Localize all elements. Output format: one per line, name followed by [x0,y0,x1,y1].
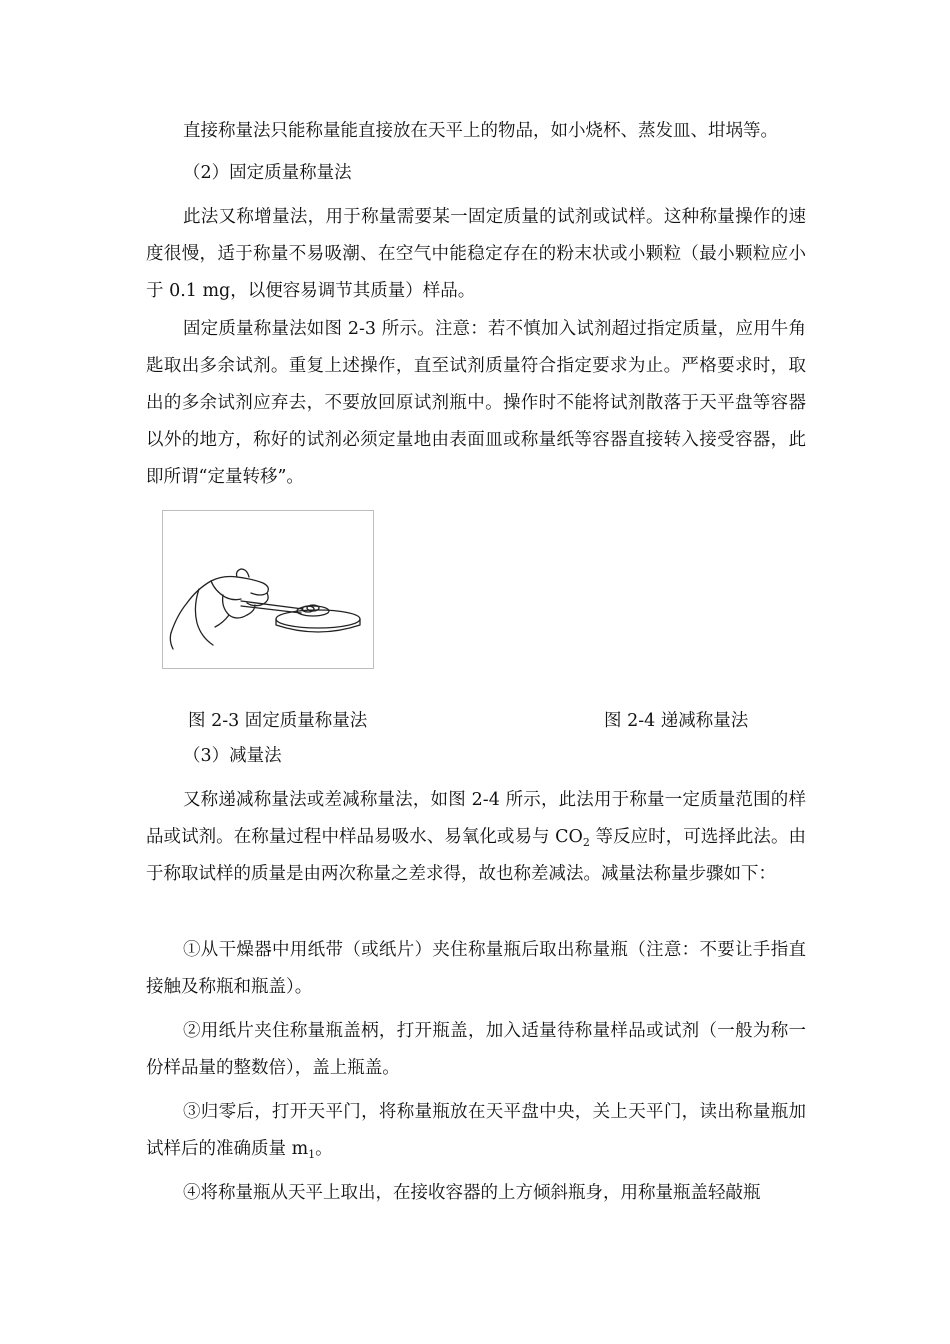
figure-2-4-caption: 图 2-4 递减称量法 [604,711,749,731]
mass-symbol [292,1139,316,1159]
step-4: ④将称量瓶从天平上取出，在接收容器的上方倾斜瓶身，用称量瓶盖轻敲瓶 [183,1183,761,1203]
heading-subtraction-method: （3）减量法 [183,746,282,766]
step-1: ①从干燥器中用纸带（或纸片）夹住称量瓶后取出称量瓶（注意：不要让手指直接触及称瓶和瓶盖）。 [146,940,806,997]
symbol-base: m [291,1139,309,1159]
text-span: 。 [315,1139,333,1159]
figure-2-3-image [162,510,374,669]
symbol-subscript: 1 [308,1148,316,1161]
co2-formula [555,827,590,847]
formula-base: CO [555,827,583,847]
paragraph-fixed-mass-intro: 此法又称增量法，用于称量需要某一固定质量的试剂或试样。这种称量操作的速度很慢，适于称量不易吸潮、在空气中能稳定存在的粉末状或小颗粒（最小颗粒应小于 0.1 mg，以便容易调节其质量）样品。 [146,207,806,301]
text-span: ③归零后，打开天平门，将称量瓶放在天平盘中央，关上天平门，读出称量瓶加试样后的准确质量 [146,1102,806,1159]
step-2: ②用纸片夹住称量瓶盖柄，打开瓶盖，加入适量待称量样品或试剂（一般为称一份样品量的整数倍），盖上瓶盖。 [146,1021,806,1078]
step-3 [146,1094,806,1168]
formula-subscript: 2 [582,836,590,849]
paragraph-subtraction-intro [146,782,806,893]
hand-spoon-balance-drawing [163,511,375,670]
text-span: 等反应时，可选择此法。由于称取试样的质量是由两次称量之差求得，故也称差减法。减量法称量步骤如下： [146,827,807,884]
paragraph-fixed-mass-procedure: 固定质量称量法如图 2-3 所示。注意：若不慎加入试剂超过指定质量，应用牛角匙取出多余试剂。重复上述操作，直至试剂质量符合指定要求为止。严格要求时，取出的多余试剂应弃去，不要放回原试剂瓶中。操作时不能将试剂散落于天平盘等容器以外的地方，称好的试剂必须定量地由表面皿或称量纸等容器直接转入接受容器，此即所谓“定量转移”。 [146,319,806,487]
paragraph-direct-weighing: 直接称量法只能称量能直接放在天平上的物品，如小烧杯、蒸发皿、坩埚等。 [183,121,778,141]
figure-2-3-caption: 图 2-3 固定质量称量法 [188,711,368,731]
text-span: 又称递减称量法或差减称量法，如图 2-4 所示，此法用于称量一定质量范围的样品或试剂。在称量过程中样品易吸水、易氧化或易与 [146,790,806,847]
heading-fixed-mass-method: （2）固定质量称量法 [183,163,352,183]
